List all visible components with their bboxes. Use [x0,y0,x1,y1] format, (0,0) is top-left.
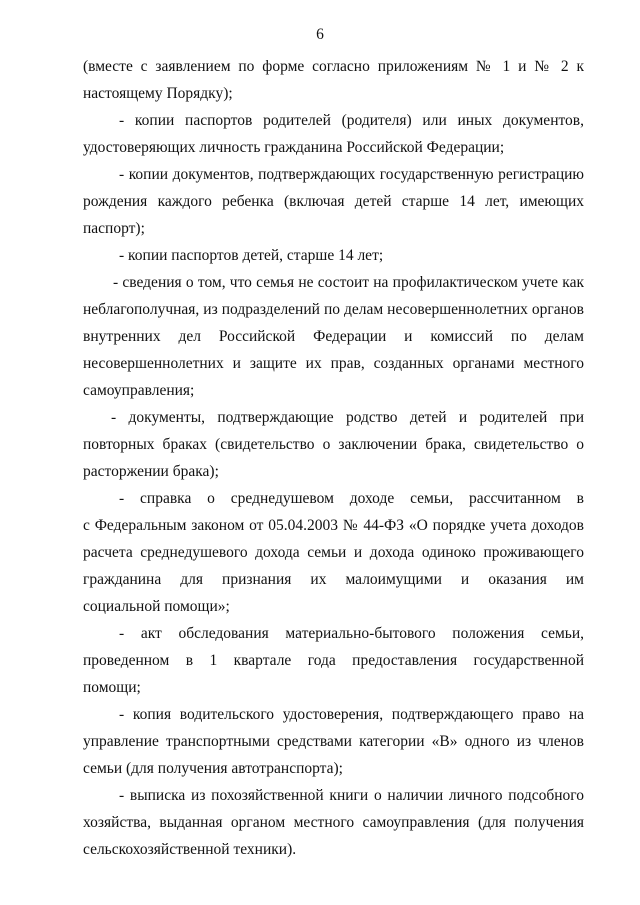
text-line: расторжении брака); [83,463,219,480]
page-number: 6 [316,26,324,43]
text-line: сельскохозяйственной техники). [83,841,297,858]
text-line: настоящему Порядку); [83,85,233,102]
text-line: помощи; [83,679,141,696]
text-line: хозяйства, выданная органом местного самоуправления (для получения [83,814,584,831]
text-line: внутренних дел Российской Федерации и комиссий по делам [83,328,584,345]
paragraph [83,242,584,269]
text-line: - копии документов, подтверждающих государственную регистрацию [119,166,584,183]
paragraph [83,404,584,485]
text-line: - документы, подтверждающие родство детей и родителей при [111,409,584,426]
paragraph [83,485,584,620]
text-line: семьи (для получения автотранспорта); [83,760,343,777]
text-line: гражданина для признания их малоимущими и оказания им [83,571,584,588]
paragraph [83,701,584,782]
paragraph [83,269,584,404]
text-line: - справка о среднедушевом доходе семьи, рассчитанном в [119,490,584,507]
text-line: несовершеннолетних и защите их прав, созданных органами местного [83,355,584,372]
text-line: рождения каждого ребенка (включая детей старше 14 лет, имеющих [83,193,584,210]
text-line: самоуправления; [83,382,195,399]
text-line: неблагополучная, из подразделений по делам несовершеннолетних органов [83,301,584,318]
text-line: - сведения о том, что семья не состоит на профилактическом учете как [113,274,584,291]
text-line: удостоверяющих личность гражданина Российской Федерации; [83,139,505,156]
paragraph [83,782,584,863]
text-line: (вместе с заявлением по форме согласно приложениям № 1 и № 2 к [83,58,584,75]
text-line: - выписка из похозяйственной книги о наличии личного подсобного [119,787,584,804]
paragraph [83,161,584,242]
paragraph [83,107,584,161]
text-line: с Федеральным законом от 05.04.2003 № 44-ФЗ «О порядке учета доходов [83,517,584,534]
text-line: социальной помощи»; [83,598,230,615]
document-body [83,53,584,863]
text-line: - копия водительского удостоверения, подтверждающего право на [119,706,584,723]
text-line: проведенном в 1 квартале года предоставления государственной [83,652,584,669]
paragraph [83,53,584,107]
text-line: повторных браках (свидетельство о заключении брака, свидетельство о [83,436,584,453]
text-line: - акт обследования материально-бытового положения семьи, [119,625,584,642]
text-line: паспорт); [83,220,145,237]
text-line: расчета среднедушевого дохода семьи и дохода одиноко проживающего [83,544,584,561]
paragraph [83,620,584,701]
text-line: - копии паспортов родителей (родителя) или иных документов, [119,112,584,129]
text-line: управление транспортными средствами категории «В» одного из членов [83,733,584,750]
text-line: - копии паспортов детей, старше 14 лет; [119,247,384,264]
